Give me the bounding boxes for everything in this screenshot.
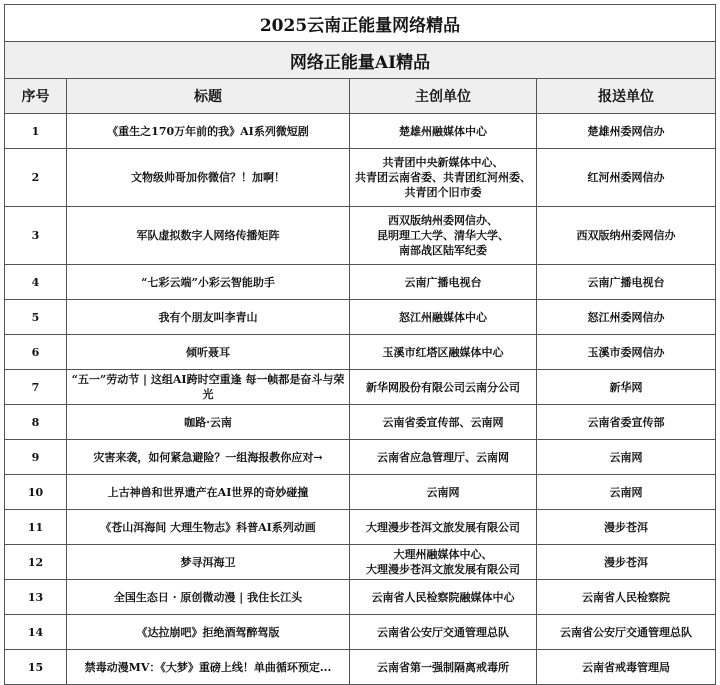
creator-cell <box>350 475 537 510</box>
creator-line: 楚雄州融媒体中心 <box>399 124 487 138</box>
submitter-cell: 漫步苍洱 <box>537 545 716 580</box>
table-row <box>5 370 716 405</box>
row-number: 9 <box>5 440 67 475</box>
creator-cell <box>350 545 537 580</box>
submitter-cell: 玉溪市委网信办 <box>537 335 716 370</box>
creator-line: 南部战区陆军纪委 <box>399 244 487 257</box>
work-title: “五一”劳动节 | 这组AI跨时空重逢 每一帧都是奋斗与荣光 <box>67 370 350 405</box>
table-row <box>5 207 716 265</box>
table-row <box>5 440 716 475</box>
row-number: 1 <box>5 114 67 149</box>
row-number: 4 <box>5 265 67 300</box>
creator-line: 云南省应急管理厅、云南网 <box>377 450 509 464</box>
creator-line: 云南省公安厅交通管理总队 <box>377 625 509 639</box>
row-number: 14 <box>5 615 67 650</box>
work-title: 咖路·云南 <box>67 405 350 440</box>
submitter-cell: 云南省公安厅交通管理总队 <box>537 615 716 650</box>
work-title: 倾听聂耳 <box>67 335 350 370</box>
section-title: 网络正能量AI精品 <box>5 42 716 79</box>
table-row <box>5 335 716 370</box>
submitter-cell: 云南省人民检察院 <box>537 580 716 615</box>
creator-cell <box>350 510 537 545</box>
creator-cell <box>350 335 537 370</box>
creator-line: 大理漫步苍洱文旅发展有限公司 <box>366 520 520 534</box>
creator-cell <box>350 650 537 685</box>
header-submitter: 报送单位 <box>537 79 716 114</box>
document-sheet <box>4 4 715 685</box>
work-title: 《达拉崩吧》拒绝酒驾醉驾版 <box>67 615 350 650</box>
creator-line: 共青团个旧市委 <box>404 186 482 199</box>
row-number: 8 <box>5 405 67 440</box>
table-row <box>5 405 716 440</box>
creator-line: 怒江州融媒体中心 <box>399 310 487 324</box>
table-row <box>5 114 716 149</box>
creator-line: 共青团云南省委、共青团红河州委、 <box>355 171 531 184</box>
row-number: 5 <box>5 300 67 335</box>
work-title: “七彩云端”小彩云智能助手 <box>67 265 350 300</box>
submitter-cell: 漫步苍洱 <box>537 510 716 545</box>
main-title: 2025云南正能量网络精品 <box>5 5 716 42</box>
creator-cell <box>350 615 537 650</box>
table-row <box>5 510 716 545</box>
work-title: 梦寻洱海卫 <box>67 545 350 580</box>
table-row <box>5 545 716 580</box>
work-title: 文物级帅哥加你微信？！加啊！ <box>67 149 350 207</box>
creator-cell <box>350 405 537 440</box>
submitter-cell: 怒江州委网信办 <box>537 300 716 335</box>
row-number: 15 <box>5 650 67 685</box>
submitter-cell: 云南省戒毒管理局 <box>537 650 716 685</box>
creator-cell <box>350 440 537 475</box>
work-title: 禁毒动漫MV：《大梦》重磅上线！单曲循环预定... <box>67 650 350 685</box>
work-title: 我有个朋友叫李青山 <box>67 300 350 335</box>
creator-line: 共青团中央新媒体中心、 <box>382 156 504 169</box>
creator-cell <box>350 149 537 207</box>
submitter-cell: 云南网 <box>537 475 716 510</box>
header-no: 序号 <box>5 79 67 114</box>
submitter-cell: 西双版纳州委网信办 <box>537 207 716 265</box>
creator-line: 云南省委宣传部、云南网 <box>382 415 504 429</box>
creator-line: 西双版纳州委网信办、 <box>388 214 498 227</box>
submitter-cell: 云南网 <box>537 440 716 475</box>
table-row <box>5 149 716 207</box>
creator-line: 大理漫步苍洱文旅发展有限公司 <box>366 563 520 576</box>
creator-line: 新华网股份有限公司云南分公司 <box>366 380 520 394</box>
creator-cell <box>350 370 537 405</box>
creator-line: 云南网 <box>426 485 460 499</box>
row-number: 11 <box>5 510 67 545</box>
creator-cell <box>350 207 537 265</box>
table-row <box>5 300 716 335</box>
creator-line: 云南广播电视台 <box>404 275 482 289</box>
creator-line: 昆明理工大学、清华大学、 <box>377 229 509 242</box>
table-row <box>5 475 716 510</box>
submitter-cell: 云南广播电视台 <box>537 265 716 300</box>
creator-cell <box>350 265 537 300</box>
submitter-cell: 红河州委网信办 <box>537 149 716 207</box>
row-number: 13 <box>5 580 67 615</box>
row-number: 7 <box>5 370 67 405</box>
submitter-cell: 楚雄州委网信办 <box>537 114 716 149</box>
awards-table <box>4 4 716 685</box>
header-row <box>5 79 716 114</box>
header-creator: 主创单位 <box>350 79 537 114</box>
section-title-row <box>5 42 716 79</box>
creator-line: 云南省人民检察院融媒体中心 <box>371 590 515 604</box>
work-title: 全国生态日 · 原创微动漫 | 我住长江头 <box>67 580 350 615</box>
table-row <box>5 650 716 685</box>
table-row <box>5 580 716 615</box>
work-title: 上古神兽和世界遗产在AI世界的奇妙碰撞 <box>67 475 350 510</box>
creator-line: 玉溪市红塔区融媒体中心 <box>382 345 504 359</box>
row-number: 10 <box>5 475 67 510</box>
row-number: 2 <box>5 149 67 207</box>
row-number: 3 <box>5 207 67 265</box>
submitter-cell: 新华网 <box>537 370 716 405</box>
header-title: 标题 <box>67 79 350 114</box>
row-number: 12 <box>5 545 67 580</box>
table-row <box>5 265 716 300</box>
row-number: 6 <box>5 335 67 370</box>
work-title: 《苍山洱海间 大理生物志》科普AI系列动画 <box>67 510 350 545</box>
creator-cell <box>350 580 537 615</box>
creator-cell <box>350 114 537 149</box>
table-row <box>5 615 716 650</box>
creator-line: 大理州融媒体中心、 <box>393 548 493 561</box>
work-title: 军队虚拟数字人网络传播矩阵 <box>67 207 350 265</box>
work-title: 《重生之170万年前的我》AI系列微短剧 <box>67 114 350 149</box>
main-title-row <box>5 5 716 42</box>
creator-cell <box>350 300 537 335</box>
submitter-cell: 云南省委宣传部 <box>537 405 716 440</box>
work-title: 灾害来袭，如何紧急避险？一组海报教你应对→ <box>67 440 350 475</box>
creator-line: 云南省第一强制隔离戒毒所 <box>377 660 509 674</box>
